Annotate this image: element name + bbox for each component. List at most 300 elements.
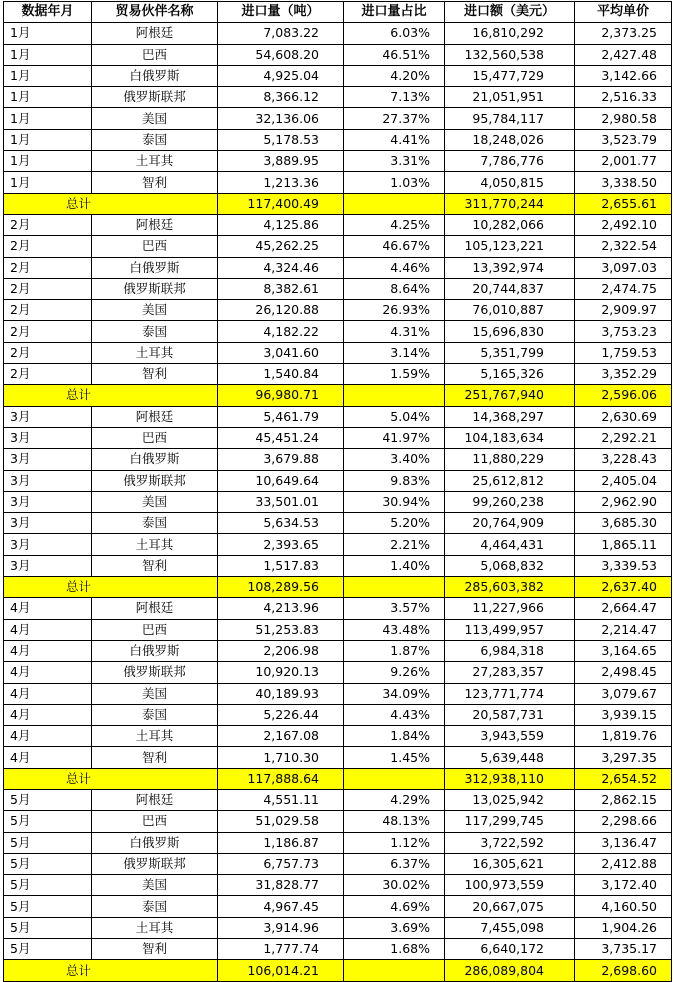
partner-cell: 美国 (92, 108, 218, 129)
total-label: 总计 (65, 579, 91, 595)
avg-price-cell: 2,664.47 (575, 598, 672, 619)
import-share-cell: 3.57% (344, 598, 445, 619)
month-cell: 5月 (4, 832, 92, 853)
total-label: 总计 (65, 195, 91, 211)
import-value-cell: 4,464,431 (445, 534, 575, 555)
month-cell: 1月 (4, 151, 92, 172)
import-value-cell: 27,283,357 (445, 662, 575, 683)
import-share-cell: 9.26% (344, 662, 445, 683)
import-share-cell: 6.03% (344, 23, 445, 44)
partner-cell: 阿根廷 (92, 23, 218, 44)
import-value-cell: 6,984,318 (445, 640, 575, 661)
import-qty-cell: 10,649.64 (218, 470, 344, 491)
table-row (4, 65, 672, 86)
avg-price-cell: 3,339.53 (575, 555, 672, 576)
import-share-cell: 9.83% (344, 470, 445, 491)
import-share-cell: 1.59% (344, 364, 445, 385)
import-share-cell: 1.84% (344, 726, 445, 747)
import-qty-cell: 26,120.88 (218, 300, 344, 321)
avg-price-cell: 2,474.75 (575, 278, 672, 299)
partner-cell: 白俄罗斯 (92, 449, 218, 470)
total-row (4, 768, 672, 789)
import-share-cell: 1.03% (344, 172, 445, 193)
partner-cell: 美国 (92, 300, 218, 321)
month-cell: 3月 (4, 427, 92, 448)
total-label-cell (4, 768, 218, 789)
import-share-cell: 4.46% (344, 257, 445, 278)
total-value-cell: 311,770,244 (445, 193, 575, 214)
import-share-cell: 26.93% (344, 300, 445, 321)
month-cell: 1月 (4, 129, 92, 150)
table-row (4, 300, 672, 321)
import-value-cell: 5,165,326 (445, 364, 575, 385)
partner-cell: 俄罗斯联邦 (92, 278, 218, 299)
import-value-cell: 10,282,066 (445, 214, 575, 235)
partner-cell: 智利 (92, 555, 218, 576)
month-cell: 1月 (4, 65, 92, 86)
avg-price-cell: 3,523.79 (575, 129, 672, 150)
partner-cell: 土耳其 (92, 534, 218, 555)
total-share-cell (344, 960, 445, 981)
table-row (4, 44, 672, 65)
total-value-cell: 312,938,110 (445, 768, 575, 789)
avg-price-cell: 2,298.66 (575, 811, 672, 832)
import-qty-cell: 8,382.61 (218, 278, 344, 299)
import-qty-cell: 4,967.45 (218, 896, 344, 917)
avg-price-cell: 2,001.77 (575, 151, 672, 172)
import-share-cell: 4.20% (344, 65, 445, 86)
total-value-cell: 251,767,940 (445, 385, 575, 406)
import-value-cell: 16,305,621 (445, 853, 575, 874)
table-row (4, 789, 672, 810)
partner-cell: 智利 (92, 364, 218, 385)
avg-price-cell: 3,352.29 (575, 364, 672, 385)
import-qty-cell: 33,501.01 (218, 491, 344, 512)
table-row (4, 662, 672, 683)
total-share-cell (344, 385, 445, 406)
import-share-cell: 30.94% (344, 491, 445, 512)
partner-cell: 土耳其 (92, 342, 218, 363)
header-month: 数据年月 (4, 2, 92, 23)
month-cell: 3月 (4, 406, 92, 427)
avg-price-cell: 1,819.76 (575, 726, 672, 747)
month-cell: 3月 (4, 491, 92, 512)
import-qty-cell: 4,925.04 (218, 65, 344, 86)
table-row (4, 939, 672, 960)
table-row (4, 342, 672, 363)
import-qty-cell: 5,634.53 (218, 513, 344, 534)
import-qty-cell: 1,213.36 (218, 172, 344, 193)
month-cell: 5月 (4, 875, 92, 896)
import-value-cell: 104,183,634 (445, 427, 575, 448)
import-value-cell: 13,025,942 (445, 789, 575, 810)
total-row (4, 960, 672, 981)
import-value-cell: 20,667,075 (445, 896, 575, 917)
import-share-cell: 7.13% (344, 87, 445, 108)
import-value-cell: 100,973,559 (445, 875, 575, 896)
import-data-table (3, 1, 672, 982)
header-import-value: 进口额（美元） (445, 2, 575, 23)
table-row (4, 87, 672, 108)
import-qty-cell: 4,125.86 (218, 214, 344, 235)
month-cell: 2月 (4, 257, 92, 278)
import-qty-cell: 1,777.74 (218, 939, 344, 960)
avg-price-cell: 3,753.23 (575, 321, 672, 342)
table-row (4, 449, 672, 470)
partner-cell: 泰国 (92, 896, 218, 917)
import-qty-cell: 2,167.08 (218, 726, 344, 747)
avg-price-cell: 2,909.97 (575, 300, 672, 321)
header-partner: 贸易伙伴名称 (92, 2, 218, 23)
import-share-cell: 3.69% (344, 917, 445, 938)
avg-price-cell: 2,427.48 (575, 44, 672, 65)
import-qty-cell: 10,920.13 (218, 662, 344, 683)
import-value-cell: 20,744,837 (445, 278, 575, 299)
import-qty-cell: 45,451.24 (218, 427, 344, 448)
table-row (4, 427, 672, 448)
import-share-cell: 27.37% (344, 108, 445, 129)
avg-price-cell: 2,292.21 (575, 427, 672, 448)
import-qty-cell: 1,710.30 (218, 747, 344, 768)
header-avg-price: 平均单价 (575, 2, 672, 23)
import-qty-cell: 2,393.65 (218, 534, 344, 555)
import-qty-cell: 31,828.77 (218, 875, 344, 896)
table-row (4, 555, 672, 576)
table-row (4, 470, 672, 491)
header-import-share: 进口量占比 (344, 2, 445, 23)
table-row (4, 619, 672, 640)
table-row (4, 108, 672, 129)
import-value-cell: 15,696,830 (445, 321, 575, 342)
total-price-cell: 2,698.60 (575, 960, 672, 981)
avg-price-cell: 3,338.50 (575, 172, 672, 193)
total-value-cell: 286,089,804 (445, 960, 575, 981)
import-value-cell: 15,477,729 (445, 65, 575, 86)
partner-cell: 土耳其 (92, 726, 218, 747)
import-share-cell: 1.87% (344, 640, 445, 661)
import-value-cell: 117,299,745 (445, 811, 575, 832)
import-value-cell: 16,810,292 (445, 23, 575, 44)
table-row (4, 853, 672, 874)
total-price-cell: 2,637.40 (575, 577, 672, 598)
partner-cell: 俄罗斯联邦 (92, 87, 218, 108)
partner-cell: 美国 (92, 683, 218, 704)
import-value-cell: 95,784,117 (445, 108, 575, 129)
import-share-cell: 30.02% (344, 875, 445, 896)
import-qty-cell: 54,608.20 (218, 44, 344, 65)
import-qty-cell: 4,213.96 (218, 598, 344, 619)
import-share-cell: 6.37% (344, 853, 445, 874)
import-share-cell: 46.51% (344, 44, 445, 65)
partner-cell: 智利 (92, 939, 218, 960)
total-value-cell: 285,603,382 (445, 577, 575, 598)
partner-cell: 白俄罗斯 (92, 257, 218, 278)
avg-price-cell: 3,939.15 (575, 704, 672, 725)
partner-cell: 阿根廷 (92, 598, 218, 619)
import-share-cell: 4.31% (344, 321, 445, 342)
import-share-cell: 8.64% (344, 278, 445, 299)
import-share-cell: 3.31% (344, 151, 445, 172)
total-label-cell (4, 577, 218, 598)
month-cell: 3月 (4, 470, 92, 491)
table-row (4, 726, 672, 747)
avg-price-cell: 2,373.25 (575, 23, 672, 44)
partner-cell: 智利 (92, 172, 218, 193)
import-qty-cell: 6,757.73 (218, 853, 344, 874)
import-share-cell: 1.45% (344, 747, 445, 768)
import-share-cell: 5.04% (344, 406, 445, 427)
import-qty-cell: 8,366.12 (218, 87, 344, 108)
avg-price-cell: 2,412.88 (575, 853, 672, 874)
month-cell: 4月 (4, 726, 92, 747)
import-qty-cell: 45,262.25 (218, 236, 344, 257)
avg-price-cell: 3,297.35 (575, 747, 672, 768)
import-qty-cell: 1,517.83 (218, 555, 344, 576)
import-value-cell: 76,010,887 (445, 300, 575, 321)
table-row (4, 875, 672, 896)
partner-cell: 巴西 (92, 811, 218, 832)
import-value-cell: 5,639,448 (445, 747, 575, 768)
import-qty-cell: 1,186.87 (218, 832, 344, 853)
month-cell: 5月 (4, 917, 92, 938)
avg-price-cell: 2,498.45 (575, 662, 672, 683)
table-row (4, 491, 672, 512)
import-qty-cell: 1,540.84 (218, 364, 344, 385)
partner-cell: 土耳其 (92, 151, 218, 172)
partner-cell: 巴西 (92, 427, 218, 448)
month-cell: 4月 (4, 598, 92, 619)
import-share-cell: 5.20% (344, 513, 445, 534)
table-row (4, 364, 672, 385)
month-cell: 3月 (4, 534, 92, 555)
total-label-cell (4, 960, 218, 981)
avg-price-cell: 2,322.54 (575, 236, 672, 257)
table-row (4, 513, 672, 534)
table-row (4, 129, 672, 150)
month-cell: 3月 (4, 555, 92, 576)
import-share-cell: 3.40% (344, 449, 445, 470)
partner-cell: 巴西 (92, 236, 218, 257)
month-cell: 3月 (4, 449, 92, 470)
avg-price-cell: 2,630.69 (575, 406, 672, 427)
month-cell: 5月 (4, 811, 92, 832)
table-body (4, 23, 672, 981)
import-share-cell: 2.21% (344, 534, 445, 555)
header-import-qty: 进口量（吨） (218, 2, 344, 23)
avg-price-cell: 2,405.04 (575, 470, 672, 491)
avg-price-cell: 3,735.17 (575, 939, 672, 960)
avg-price-cell: 2,862.15 (575, 789, 672, 810)
partner-cell: 泰国 (92, 129, 218, 150)
avg-price-cell: 2,980.58 (575, 108, 672, 129)
avg-price-cell: 1,865.11 (575, 534, 672, 555)
total-price-cell: 2,655.61 (575, 193, 672, 214)
partner-cell: 俄罗斯联邦 (92, 470, 218, 491)
total-qty-cell: 96,980.71 (218, 385, 344, 406)
month-cell: 1月 (4, 172, 92, 193)
month-cell: 2月 (4, 300, 92, 321)
import-share-cell: 41.97% (344, 427, 445, 448)
import-value-cell: 20,764,909 (445, 513, 575, 534)
import-qty-cell: 3,914.96 (218, 917, 344, 938)
import-share-cell: 46.67% (344, 236, 445, 257)
total-share-cell (344, 577, 445, 598)
partner-cell: 白俄罗斯 (92, 65, 218, 86)
partner-cell: 泰国 (92, 704, 218, 725)
avg-price-cell: 2,492.10 (575, 214, 672, 235)
partner-cell: 白俄罗斯 (92, 832, 218, 853)
import-value-cell: 105,123,221 (445, 236, 575, 257)
import-share-cell: 48.13% (344, 811, 445, 832)
table-row (4, 640, 672, 661)
total-label-cell (4, 193, 218, 214)
partner-cell: 俄罗斯联邦 (92, 853, 218, 874)
month-cell: 1月 (4, 108, 92, 129)
month-cell: 4月 (4, 747, 92, 768)
month-cell: 2月 (4, 214, 92, 235)
table-row (4, 151, 672, 172)
partner-cell: 智利 (92, 747, 218, 768)
total-label: 总计 (65, 387, 91, 403)
partner-cell: 巴西 (92, 44, 218, 65)
avg-price-cell: 2,516.33 (575, 87, 672, 108)
table-header (4, 2, 672, 23)
import-value-cell: 123,771,774 (445, 683, 575, 704)
total-row (4, 193, 672, 214)
month-cell: 4月 (4, 640, 92, 661)
partner-cell: 俄罗斯联邦 (92, 662, 218, 683)
import-qty-cell: 4,182.22 (218, 321, 344, 342)
import-qty-cell: 5,226.44 (218, 704, 344, 725)
total-share-cell (344, 193, 445, 214)
import-share-cell: 1.68% (344, 939, 445, 960)
import-qty-cell: 51,029.58 (218, 811, 344, 832)
table-row (4, 811, 672, 832)
table-row (4, 172, 672, 193)
import-value-cell: 7,786,776 (445, 151, 575, 172)
month-cell: 2月 (4, 342, 92, 363)
avg-price-cell: 3,097.03 (575, 257, 672, 278)
avg-price-cell: 2,962.90 (575, 491, 672, 512)
table-row (4, 683, 672, 704)
import-share-cell: 4.69% (344, 896, 445, 917)
table-row (4, 236, 672, 257)
month-cell: 1月 (4, 44, 92, 65)
table-row (4, 406, 672, 427)
table-row (4, 321, 672, 342)
import-value-cell: 11,227,966 (445, 598, 575, 619)
total-qty-cell: 117,400.49 (218, 193, 344, 214)
import-qty-cell: 3,889.95 (218, 151, 344, 172)
import-share-cell: 4.41% (344, 129, 445, 150)
import-value-cell: 20,587,731 (445, 704, 575, 725)
partner-cell: 泰国 (92, 513, 218, 534)
avg-price-cell: 3,136.47 (575, 832, 672, 853)
avg-price-cell: 3,164.65 (575, 640, 672, 661)
import-value-cell: 13,392,974 (445, 257, 575, 278)
month-cell: 5月 (4, 896, 92, 917)
total-label: 总计 (65, 962, 91, 978)
total-price-cell: 2,596.06 (575, 385, 672, 406)
import-value-cell: 3,722,592 (445, 832, 575, 853)
table-row (4, 896, 672, 917)
import-value-cell: 3,943,559 (445, 726, 575, 747)
total-qty-cell: 117,888.64 (218, 768, 344, 789)
import-qty-cell: 51,253.83 (218, 619, 344, 640)
import-value-cell: 11,880,229 (445, 449, 575, 470)
avg-price-cell: 3,685.30 (575, 513, 672, 534)
total-price-cell: 2,654.52 (575, 768, 672, 789)
import-qty-cell: 5,178.53 (218, 129, 344, 150)
partner-cell: 泰国 (92, 321, 218, 342)
month-cell: 5月 (4, 939, 92, 960)
avg-price-cell: 3,142.66 (575, 65, 672, 86)
table-row (4, 214, 672, 235)
partner-cell: 土耳其 (92, 917, 218, 938)
partner-cell: 美国 (92, 875, 218, 896)
avg-price-cell: 4,160.50 (575, 896, 672, 917)
import-value-cell: 6,640,172 (445, 939, 575, 960)
import-share-cell: 1.12% (344, 832, 445, 853)
total-row (4, 385, 672, 406)
import-share-cell: 4.25% (344, 214, 445, 235)
total-qty-cell: 108,289.56 (218, 577, 344, 598)
month-cell: 2月 (4, 278, 92, 299)
partner-cell: 阿根廷 (92, 789, 218, 810)
import-share-cell: 3.14% (344, 342, 445, 363)
total-label-cell (4, 385, 218, 406)
partner-cell: 美国 (92, 491, 218, 512)
import-share-cell: 34.09% (344, 683, 445, 704)
avg-price-cell: 3,228.43 (575, 449, 672, 470)
import-value-cell: 5,068,832 (445, 555, 575, 576)
import-share-cell: 1.40% (344, 555, 445, 576)
import-value-cell: 14,368,297 (445, 406, 575, 427)
partner-cell: 阿根廷 (92, 406, 218, 427)
import-value-cell: 99,260,238 (445, 491, 575, 512)
avg-price-cell: 2,214.47 (575, 619, 672, 640)
total-share-cell (344, 768, 445, 789)
avg-price-cell: 3,079.67 (575, 683, 672, 704)
avg-price-cell: 1,904.26 (575, 917, 672, 938)
partner-cell: 巴西 (92, 619, 218, 640)
import-value-cell: 5,351,799 (445, 342, 575, 363)
import-value-cell: 132,560,538 (445, 44, 575, 65)
import-qty-cell: 40,189.93 (218, 683, 344, 704)
import-qty-cell: 5,461.79 (218, 406, 344, 427)
import-qty-cell: 2,206.98 (218, 640, 344, 661)
month-cell: 5月 (4, 853, 92, 874)
month-cell: 2月 (4, 321, 92, 342)
import-value-cell: 4,050,815 (445, 172, 575, 193)
partner-cell: 白俄罗斯 (92, 640, 218, 661)
import-qty-cell: 3,679.88 (218, 449, 344, 470)
table-row (4, 278, 672, 299)
month-cell: 4月 (4, 662, 92, 683)
import-qty-cell: 7,083.22 (218, 23, 344, 44)
table-row (4, 23, 672, 44)
table-row (4, 832, 672, 853)
month-cell: 4月 (4, 619, 92, 640)
month-cell: 5月 (4, 789, 92, 810)
month-cell: 1月 (4, 87, 92, 108)
import-share-cell: 4.43% (344, 704, 445, 725)
import-value-cell: 7,455,098 (445, 917, 575, 938)
partner-cell: 阿根廷 (92, 214, 218, 235)
avg-price-cell: 3,172.40 (575, 875, 672, 896)
import-qty-cell: 4,324.46 (218, 257, 344, 278)
total-qty-cell: 106,014.21 (218, 960, 344, 981)
